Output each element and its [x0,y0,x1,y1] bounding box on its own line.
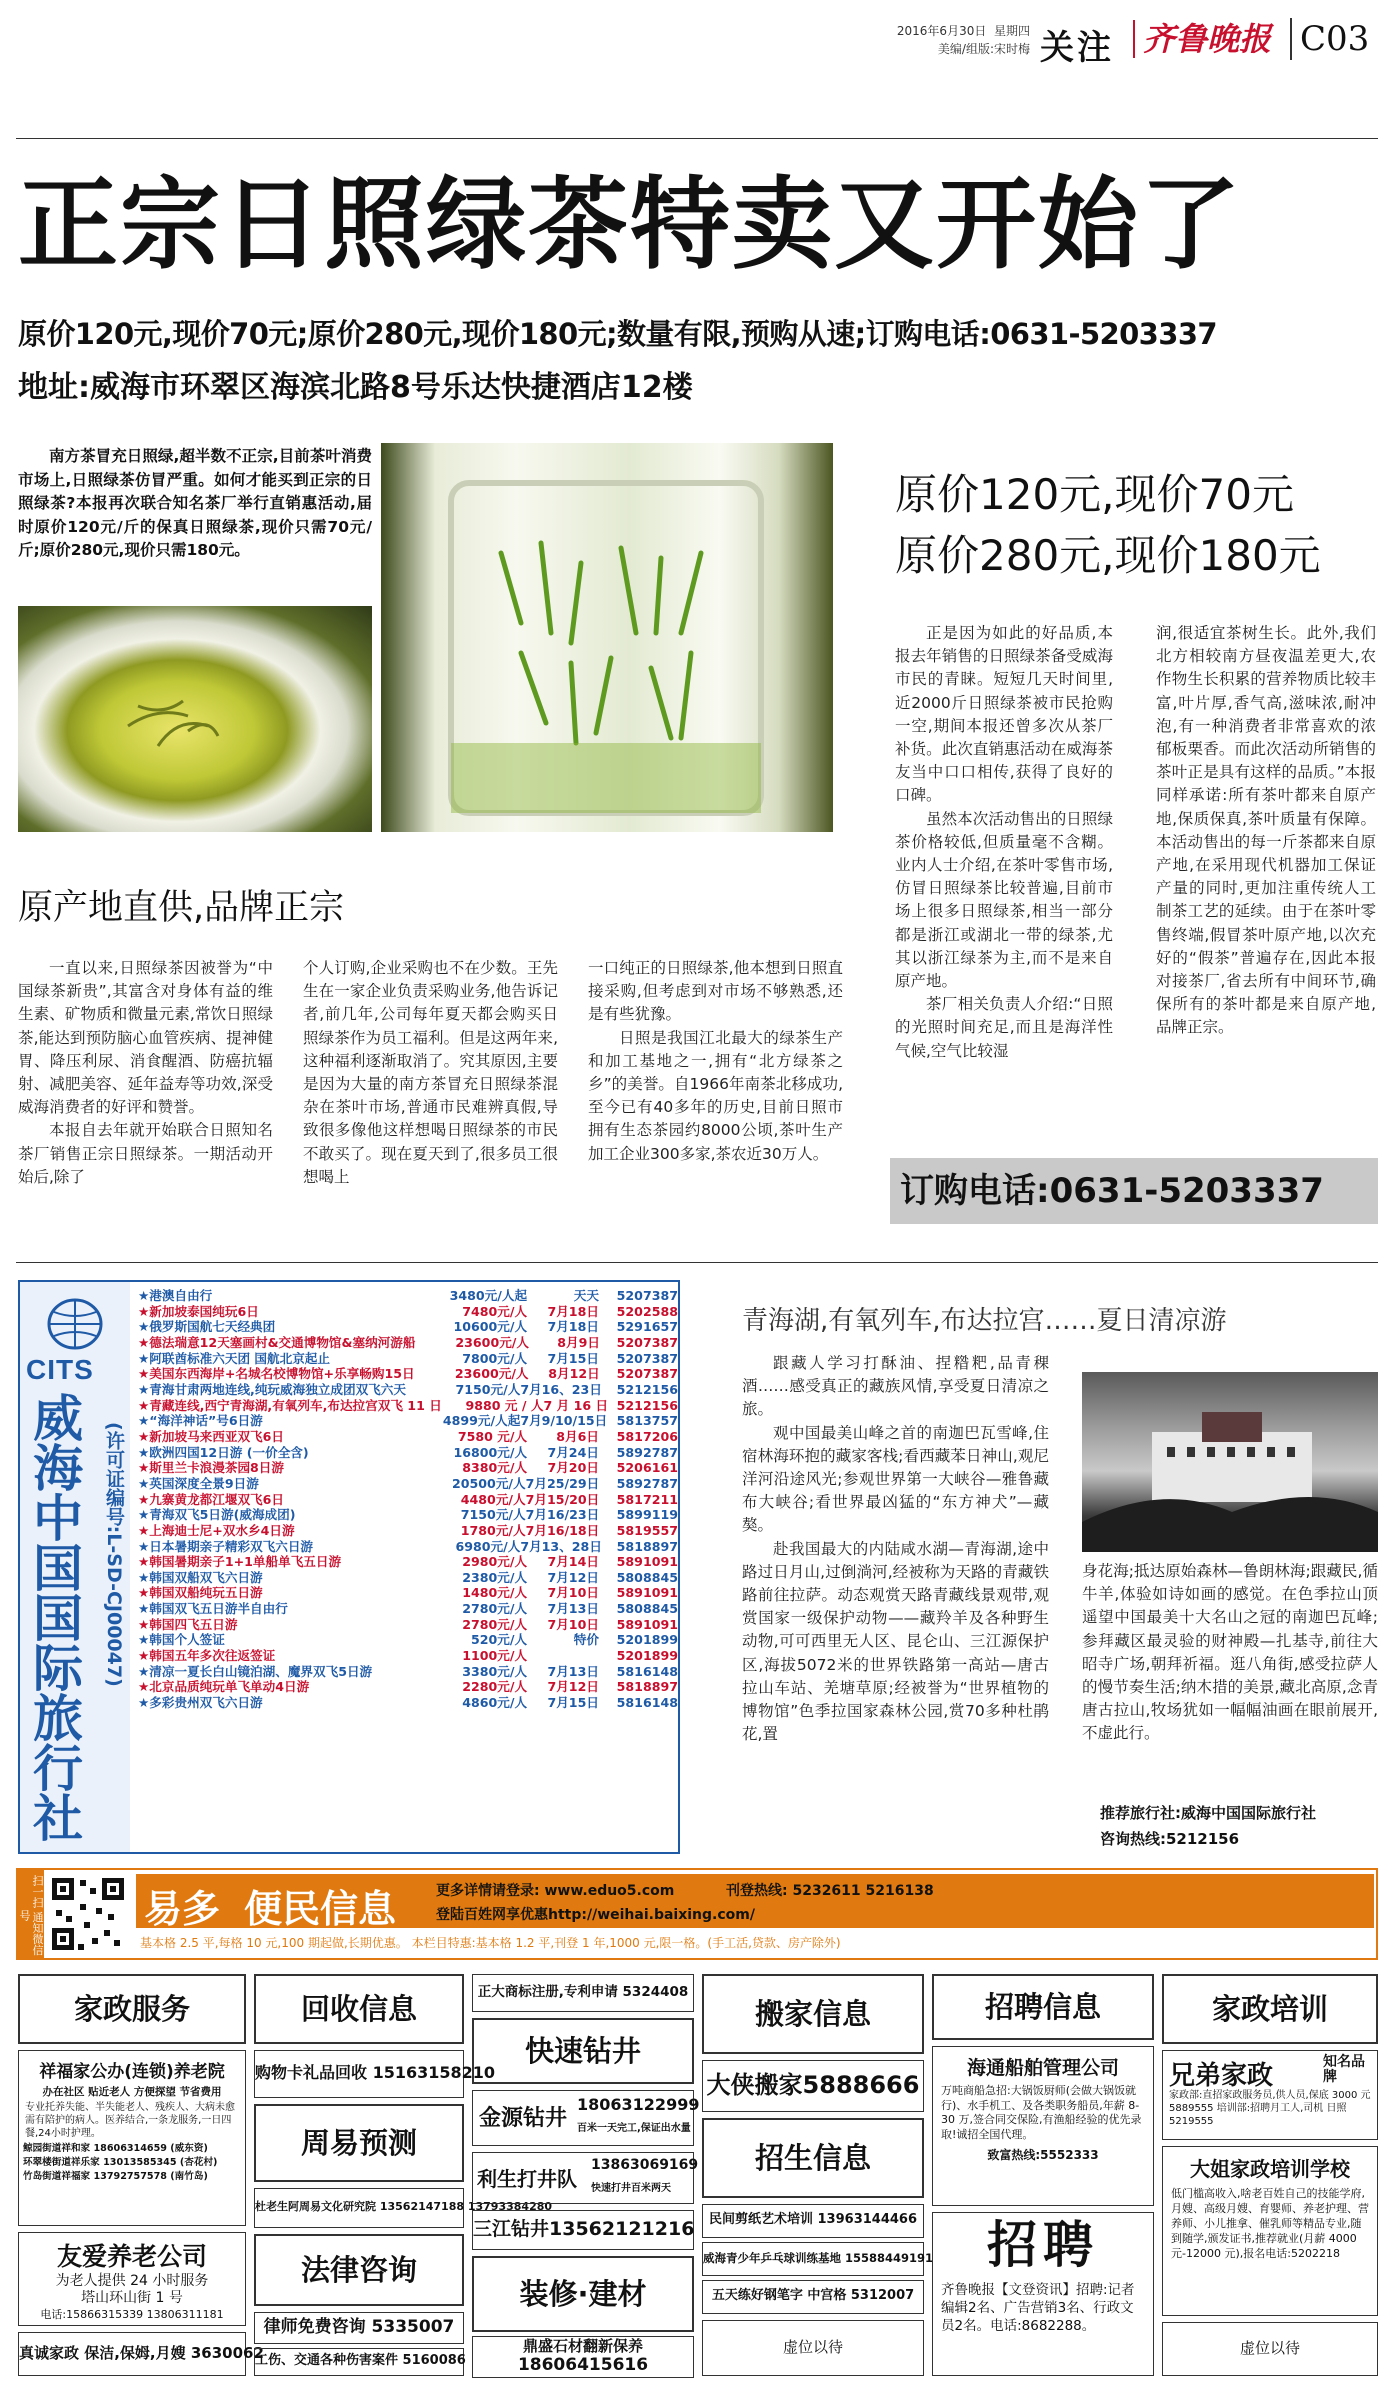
tour-name: ★日本暑期亲子精彩双飞六日游 [138,1538,314,1554]
tour-phone: 5891091 [616,1554,678,1570]
tour-date: 7月16/18日 [525,1522,600,1538]
paragraph: 虽然本次活动售出的日照绿茶价格较低,但质量毫不含糊。业内人士介绍,在茶叶零售市场,仿冒日照绿茶比较普遍,目前市场上很多日照绿茶,相当一部分都是浙江或湖北一带的绿茶,尤其以浙江绿茶为主,而不是来自原产地。 [895,809,1113,991]
tour-price: 1100元/人 [462,1648,528,1664]
tour-price: 3380元/人 [462,1663,528,1679]
ad-card-recycle[interactable]: 购物卡礼品回收 15163158210 [254,2050,464,2098]
tour-date: 7月20日 [547,1460,599,1476]
tour-date: 8月12日 [548,1366,600,1382]
tour-phone: 5201899 [616,1632,678,1648]
tour-phone: 5891091 [616,1616,678,1632]
tour-price: 23600元/人 [454,1366,529,1382]
paragraph: 个人订购,企业采购也不在少数。王先生在一家企业负责采购业务,他告诉记者,前几年,公司每年夏天都会购买日照绿茶作为员工福利。但是这两年来,这种福利逐渐取消了。究其原因,主要是因为大量的南方茶冒充日照绿茶混杂在茶叶市场,普通市民难辨真假,导致很多像他这样想喝日照绿茶的市民不敢买了。现在夏天到了,很多员工很想喝上 [303,959,558,1186]
tour-phone: 5816148 [616,1695,678,1711]
tour-phone: 5207387 [616,1334,678,1350]
tour-date: 天天 [573,1288,599,1303]
ad-title: 大姐家政培训学校 [1190,2157,1350,2181]
tour-phone: 5212156 [616,1381,679,1397]
tour-phone: 5899119 [616,1507,678,1523]
cits-license: (许可证编号:L-SD-CJ00047) [103,1422,125,1687]
branch-line: 竹岛街道祥福家 13792757578 [23,2171,167,2182]
cits-logo-text: CITS [26,1354,94,1385]
ad-vacant[interactable]: 虚位以待 [702,2320,924,2376]
qr-code-icon [48,1874,128,1954]
ad-jinyuan-drilling[interactable] [472,2090,700,2146]
tour-phone: 5818897 [616,1679,678,1695]
article-column-a [18,957,273,1189]
tour-name: ★韩国四飞五日游 [138,1616,238,1632]
ad-xiongdi-housekeeping[interactable] [1162,2050,1378,2140]
tour-row [138,1476,678,1492]
ad-daxia-moving[interactable]: 大侠搬家5888666 [702,2060,924,2112]
ad-phone: 18063122999 [577,2095,700,2114]
tour-row [138,1492,678,1508]
cits-name: 威海中国国际旅行社 [25,1392,83,1842]
ad-subtitle: 办在社区 贴近老人 方便探望 节省费用 [42,2086,222,2098]
yiduo-banner [16,1868,1378,1960]
ad-title: 祥福家公办(连锁)养老院 [39,2062,225,2082]
tour-name: ★英国深度全景9日游 [138,1475,259,1491]
divider [16,1262,1378,1263]
tour-date: 7月25/29日 [525,1475,600,1491]
yiduo-orange-bar [136,1874,1374,1931]
section-name: 关注 [1040,28,1114,68]
tour-row [138,1398,678,1414]
tour-name: ★清凉一夏长白山镜泊湖、魔界双飞5日游 [138,1663,373,1679]
ad-desc: 齐鲁晚报【文登资讯】招聘:记者编辑2名、广告营销3名、行政文员2名。电话:8682288。 [941,2282,1135,2334]
tour-row [138,1445,678,1461]
tour-phone: 5207387 [616,1366,679,1382]
tour-phone: 5291657 [616,1319,678,1335]
tea-leaves-icon [18,606,372,832]
tour-price: 4899元/人起 [442,1413,521,1429]
green-tea-leaves-icon [381,443,833,832]
tour-date: 7月15/20日 [525,1491,600,1507]
ad-trademark[interactable]: 正大商标注册,专利申请 5324408 [472,1974,694,2012]
tour-phone: 5206161 [616,1460,678,1476]
tour-phone: 5207387 [616,1350,678,1366]
tour-row [138,1351,678,1367]
order-phone-banner: 订购电话:0631-5203337 [890,1158,1378,1224]
tour-price: 10600元/人 [453,1319,528,1335]
tour-price: 3480元/人起 [449,1288,528,1303]
branch-line: 环翠楼街道祥乐家 13013585345 [23,2157,177,2168]
tour-date: 7月13、28日 [520,1538,602,1554]
ad-tag: 知名品牌 [1323,2054,1365,2085]
tour-phone: 5808845 [616,1601,678,1617]
tour-name: ★韩国双船纯玩五日游 [138,1585,263,1601]
intro-text: 南方茶冒充日照绿,超半数不正宗,目前茶叶消费市场上,日照绿茶仿冒严重。如何才能买到正宗的日照绿茶?本报再次联合知名茶厂举行直销惠活动,届时原价120元/斤的保真日照绿茶,现价只需70元/斤;原价280元,现价只需180元。 [18,447,372,559]
tour-price: 2380元/人 [462,1569,528,1585]
tour-name: ★青海双飞5日游(威海成团) [138,1507,296,1523]
tour-row [138,1507,678,1523]
paragraph: 茶厂相关负责人介绍:“日照的光照时间充足,而且是海洋性气候,空气比较湿 [895,995,1113,1060]
tour-price: 7800元/人 [462,1350,528,1366]
globe-icon [32,1294,118,1354]
tour-price: 1480元/人 [462,1585,528,1601]
ad-title: 友爱养老公司 [56,2242,207,2271]
tour-name: ★韩国双飞五日游半自由行 [138,1601,288,1617]
ad-dajie-school[interactable] [1162,2146,1378,2316]
branch-place: (南竹岛) [170,2171,208,2182]
tour-price: 4480元/人 [460,1491,526,1507]
tour-row [138,1679,678,1695]
ad-phone: 致富热线:5552333 [987,2148,1099,2162]
ad-phone: 电话:15866315339 13806311181 [40,2308,224,2321]
potala-palace-photo [1082,1372,1378,1552]
tour-price: 20500元/人 [452,1475,526,1491]
ad-calligraphy[interactable]: 五天练好钢笔字 中宫格 5312007 [702,2280,924,2314]
tour-date: 7月15日 [547,1695,599,1711]
tour-price: 6980元/人 [455,1538,521,1554]
sub-headline-address: 地址:威海市环翠区海滨北路8号乐达快捷酒店12楼 [18,370,693,405]
paragraph: 一直以来,日照绿茶因被誉为“中国绿茶新贵”,其富含对身体有益的维生素、矿物质和微量元素,常饮日照绿茶,能达到预防脑心血管疾病、提神健胃、降压利尿、消食醒酒、防癌抗辐射、减肥美容、延年益寿等功效,深受威海消费者的好评和赞誉。 [18,959,273,1117]
ad-youai-elderly[interactable] [18,2232,246,2326]
article-column-b [303,957,558,1189]
issue-date: 2016年6月30日 [896,24,987,38]
ad-desc: 百米一天完工,保证出水量 [577,2123,691,2134]
ad-table-tennis[interactable]: 威海青少年乒乓球训练基地 15588449191 [702,2242,924,2276]
tour-price: 8380元/人 [462,1460,528,1476]
tour-name: ★“海洋神话”号6日游 [138,1413,263,1429]
ad-vacant[interactable]: 虚位以待 [1162,2322,1378,2376]
branch-line: 鲸园街道祥和家 18606314659 [23,2143,167,2154]
tour-row [138,1413,678,1429]
category-recruitment: 招聘信息 [932,1974,1154,2040]
tour-price: 7580 元/人 [457,1428,528,1444]
tour-date: 8月6日 [556,1428,599,1444]
ad-paper-cutting[interactable]: 民间剪纸艺术培训 13963144466 [702,2204,924,2238]
paragraph: 赴我国最大的内陆咸水湖—青海湖,途中路过日月山,过倒淌河,经被称为天路的青藏铁路前往拉萨。动态观赏天路青藏线景观带,观赏国家一级保护动物——藏羚羊及各种野生动物,可可西里无人区、昆仑山、三江源保护区,海拔5072米的世界铁路第一高站—唐古拉山车站、羌塘草原;经被誉为“世界植物的博物馆”色季拉国家森林公园,赏70多种杜鹃花,置 [742,1539,1049,1744]
tour-date: 7月13日 [547,1663,599,1679]
tour-price: 4860元/人 [462,1695,528,1711]
paragraph: 跟藏人学习打酥油、捏糌粑,品青稞酒……感受真正的藏族风情,享受夏日清凉之旅。 [742,1354,1049,1419]
tour-price: 7150元/人 [455,1381,521,1397]
tour-row [138,1539,678,1555]
sub-headline-prices: 原价120元,现价70元;原价280元,现价180元;数量有限,预购从速;订购电话:0631-5203337 [18,317,1217,351]
tour-name: ★韩国个人签证 [138,1632,225,1648]
tour-row [138,1429,678,1445]
tour-phone: 5817211 [616,1491,678,1507]
tour-phone: 5819557 [616,1522,678,1538]
tour-row [138,1335,678,1351]
tour-name: ★德法瑞意12天塞画村&交通博物馆&塞纳河游船 [138,1334,416,1350]
tour-name: ★新加坡泰国纯玩6日 [138,1303,259,1319]
tour-date: 7月9/10/15日 [520,1413,608,1429]
ad-phone: 18606415616 [517,2355,649,2375]
tour-date: 7月13日 [547,1601,599,1617]
category-zhouyi: 周易预测 [254,2104,464,2182]
tour-phone: 5212156 [616,1397,678,1413]
yiduo-baixing: 登陆百姓网享优惠http://weihai.baixing.com/ [436,1907,755,1923]
tour-price: 23600元/人 [455,1334,529,1350]
ad-dingsheng-stone[interactable] [472,2336,694,2378]
ad-title: 鼎盛石材翻新保养 [522,2337,643,2355]
tour-name: ★韩国暑期亲子1+1单船单飞五日游 [138,1554,342,1570]
cits-brand-panel [20,1282,130,1852]
yiduo-rate-special: 本栏目特惠:基本格 1.2 平,刊登 1 年,1000 元,限一格。(手工活,贷款、房产除外) [411,1936,841,1950]
tibet-column-left [742,1352,1049,1746]
ad-title: 利生打井队 [477,2167,577,2191]
palace-icon [1082,1372,1378,1552]
tibet-column-right [1082,1560,1378,1746]
paragraph: 身花海;抵达原始森林—鲁朗林海;跟藏民,循牛羊,体验如诗如画的感觉。在色季拉山顶遥望中国最美十大名山之冠的南迦巴瓦峰;参拜藏区最灵验的财神殿—扎基寺,前往大昭寺广场,朝拜祈福。逛八角街,感受拉萨人的慢节奏生活;纳木措的美景,藏北高原,念青唐古拉山,牧场犹如一幅幅油画在眼前展开,不虚此行。 [1082,1562,1378,1743]
tour-phone: 5817206 [616,1428,678,1444]
tour-name: ★俄罗斯国航七天经典团 [138,1319,276,1335]
issue-editor: 美编/组版:宋时梅 [937,42,1030,56]
tour-date [527,1648,599,1664]
tour-phone: 5808845 [616,1569,678,1585]
tour-date: 7月10日 [547,1585,599,1601]
ad-title: 海通船舶管理公司 [966,2057,1119,2079]
paper-logo: 齐鲁晚报 [1133,20,1271,58]
category-training: 家政培训 [1162,1974,1378,2044]
tour-date: 7 月 16 日 [543,1397,609,1413]
category-moving: 搬家信息 [702,1974,924,2054]
tour-price: 9880 元 / 人 [465,1397,544,1413]
category-housekeeping: 家政服务 [18,1974,246,2044]
tour-price: 2280元/人 [462,1679,528,1695]
tour-row [138,1664,678,1680]
ad-line: 塔山环山街 1 号 [81,2290,183,2306]
paragraph: 本报自去年就开始联合日照知名茶厂销售正宗日照绿茶。一期活动开始后,除了 [18,1121,273,1186]
tour-name: ★九寨黄龙都江堰双飞6日 [138,1491,284,1507]
branch-place: (杏花村) [179,2157,218,2168]
branch-place: (威东资) [170,2143,208,2154]
tibet-hotline: 咨询热线:5212156 [1100,1830,1240,1848]
tour-date: 7月18日 [547,1319,599,1335]
paragraph: 润,很适宜茶树生长。此外,我们北方相较南方昼夜温差更大,农作物生长积累的营养物质比较丰富,叶片厚,香气高,滋味浓,耐冲泡,有一种消费者非常喜欢的浓郁板栗香。而此次活动所销售的茶叶正是具有这样的品质。”本报同样承诺:所有茶叶都来自原产地,保质保真,茶叶质量有保障。本活动售出的每一斤茶都来自原产地,在采用现代机器加工保证产量的同时,更加注重传统人工制茶工艺的延续。由于在茶叶零售终端,假冒茶叶原产地,以次充好的“假茶”普遍存在,因此本报对接茶厂,省去所有中间环节,确保所有的茶叶都是来自原产地,品牌正宗。 [1156,624,1376,1037]
ad-lawyer[interactable]: 律师免费咨询 5335007 [254,2312,464,2344]
tour-price: 7480元/人 [462,1303,528,1319]
ad-lisheng-drilling[interactable] [472,2152,699,2204]
tour-name: ★斯里兰卡浪漫茶园8日游 [138,1460,284,1476]
ad-big-title: 招聘 [987,2216,1099,2274]
tea-glass-photo [381,443,833,832]
tour-name: ★港澳自由行 [138,1288,213,1303]
tour-date: 7月16/23日 [525,1507,600,1523]
tour-row [138,1632,678,1648]
tour-row [138,1695,678,1711]
tour-name: ★欧洲四国12日游 (一价全含) [138,1444,309,1460]
tour-price: 2980元/人 [462,1554,528,1570]
ad-title: 金源钻井 [479,2106,568,2131]
tour-row [138,1382,678,1398]
category-enrollment: 招生信息 [702,2118,924,2198]
issue-weekday: 星期四 [993,24,1030,38]
ad-xiangfu-nursing[interactable] [18,2050,246,2226]
tour-list [138,1288,678,1711]
page-number: C03 [1290,18,1369,60]
ad-desc: 万吨商船急招:大锅饭厨师(会做大锅饭就行)、水手机工、及各类职务船员,年薪 8-30 万,签合同交保险,有渔船经验的优先录取!诚招全国代理。 [941,2084,1142,2141]
tour-name: ★阿联酋标准六天团 国航北京起止 [138,1350,330,1366]
tour-phone: 5816148 [616,1663,678,1679]
price-line-2: 原价280元,现价180元 [895,531,1321,580]
paragraph: 日照是我国江北最大的绿茶生产和加工基地之一,拥有“北方绿茶之乡”的美誉。自1966年南茶北移成功,至今已有40多年的历史,目前日照市拥有生态茶园约8000公顷,茶叶生产加工企业300多家,茶农近30万人。 [588,1028,843,1163]
tour-phone: 5813757 [616,1413,679,1429]
tour-price: 2780元/人 [462,1601,528,1617]
tour-row [138,1304,678,1320]
tour-phone: 5891091 [616,1585,678,1601]
tour-name: ★多彩贵州双飞六日游 [138,1695,263,1711]
tour-name: ★青海甘肃两地连线,纯玩威海独立成团双飞六天 [138,1381,406,1397]
tour-date: 7月12日 [547,1679,599,1695]
yiduo-rates [140,1934,841,1951]
category-recycling: 回收信息 [254,1974,464,2044]
tour-row [138,1601,678,1617]
tour-date: 7月15日 [547,1350,599,1366]
yiduo-title: 便民信息 [244,1887,397,1931]
tour-date: 7月10日 [547,1616,599,1632]
tour-price: 16800元/人 [453,1444,528,1460]
tour-price: 520元/人 [470,1632,528,1648]
article-column-far-right [1156,622,1376,1040]
issue-info [830,22,1030,58]
tour-phone: 5207387 [616,1288,678,1303]
yiduo-tel: 刊登热线: 5232611 5216138 [726,1883,934,1899]
tour-name: ★韩国双船双飞六日游 [138,1569,263,1585]
ad-injury-cases[interactable]: 工伤、交通各种伤害案件 5160086 [254,2348,464,2376]
tour-date: 特价 [573,1632,599,1648]
ad-haitong-shipping[interactable] [932,2046,1154,2206]
scan-label: 扫一扫 通知微信号 [18,1870,44,1958]
tour-name: ★北京品质纯玩单飞单动4日游 [138,1679,310,1695]
tour-row [138,1570,678,1586]
cits-travel-ad [18,1280,680,1854]
tour-price: 2780元/人 [462,1616,528,1632]
tour-name: ★青藏连线,西宁青海湖,有氧列车,布达拉宫双飞 11 日 [138,1397,442,1413]
header-rule [16,138,1378,139]
tour-row [138,1366,678,1382]
tour-date: 7月16、23日 [520,1381,602,1397]
ad-zhouyi-institute[interactable]: 杜老生阿周易文化研究院 13562147188 13793384280 [254,2188,464,2228]
yiduo-register: 更多详情请登录: www.eduo5.com [436,1883,675,1899]
paragraph: 观中国最美山峰之首的南迦巴瓦雪峰,住宿林海环抱的藏家客栈;看西藏苯日神山,观尼洋河沿途风光;参观世界第一大峡谷—雅鲁藏布大峡谷;看世界最凶猛的“东方神犬”—藏獒。 [742,1423,1049,1535]
category-legal: 法律咨询 [254,2234,464,2306]
tour-phone: 5202588 [616,1303,678,1319]
tour-date: 7月14日 [547,1554,599,1570]
tea-cup-photo [18,606,372,832]
tour-date: 7月12日 [547,1569,599,1585]
ad-title: 兄弟家政 [1169,2061,1274,2091]
ad-branches [19,2142,245,2184]
section-title: 原产地直供,品牌正宗 [18,888,345,928]
price-line-1: 原价120元,现价70元 [895,470,1294,519]
tour-name: ★韩国五年多次往返签证 [138,1648,276,1664]
yiduo-rate-basic: 基本格 2.5 平,每格 10 元,100 期起做,长期优惠。 [140,1936,408,1950]
tour-row [138,1617,678,1633]
yiduo-brand: 易多 [144,1887,221,1931]
tour-name: ★美国东西海岸+名城名校博物馆+乐享畅购15日 [138,1366,415,1382]
tour-name: ★新加坡马来西亚双飞6日 [138,1428,284,1444]
ad-desc: 家政部:直招家政服务员,供人员,保底 3000 元 5889555 培训部:招聘月工人,司机 日照 5219555 [1169,2090,1371,2127]
tour-phone: 5201899 [616,1648,678,1664]
ad-line: 为老人提供 24 小时服务 [55,2273,209,2289]
paragraph: 正是因为如此的好品质,本报去年销售的日照绿茶备受威海市民的青睐。短短几天时间里,近2000斤日照绿茶被市民抢购一空,期间本报还曾多次从茶厂补货。此次直销惠活动在威海茶友当中口口相传,获得了良好的口碑。 [895,624,1113,805]
tour-phone: 5818897 [616,1538,679,1554]
tour-row [138,1585,678,1601]
category-decoration: 装修·建材 [472,2256,694,2332]
ad-desc: 快速打井百米两天 [591,2183,671,2194]
headline: 正宗日照绿茶特卖又开始了 [18,166,1242,283]
article-column-c [588,957,843,1166]
tour-phone: 5892787 [616,1475,678,1491]
tour-name: ★上海迪士尼+双水乡4日游 [138,1522,295,1538]
ad-desc: 低门槛高收入,啥老百姓自己的技能学府,月嫂、高级月嫂、育婴师、养老护理、营养师、小儿推拿、催乳师等精品专业,随到随学,颁发证书,推荐就业(月薪 4000 元-12000 元),报名电话:5202218 [1171,2187,1369,2260]
tour-row [138,1523,678,1539]
category-drilling: 快速钻井 [472,2018,694,2084]
ad-zhencheng-housekeeping[interactable]: 真诚家政 保洁,保姆,月嫂 3630062 [18,2332,246,2376]
tour-date: 7月18日 [547,1303,599,1319]
article-column-right [895,622,1113,1063]
tour-row [138,1648,678,1664]
tibet-title: 青海湖,有氧列车,布达拉宫……夏日清凉游 [742,1306,1227,1336]
ad-qilu-recruit[interactable] [932,2212,1154,2376]
ad-sanjiang-drilling[interactable]: 三江钻井13562121216 [472,2210,694,2250]
tibet-agency: 推荐旅行社:威海中国国际旅行社 [1100,1804,1317,1822]
tour-date: 8月9日 [557,1334,600,1350]
tour-date: 7月24日 [547,1444,599,1460]
ad-desc: 专业托养失能、半失能老人、残疾人、大病未愈需有陪护的病人。医养结合,一条龙服务,一日四餐,24小时护理。 [25,2102,235,2139]
tour-row [138,1554,678,1570]
ad-phone: 13863069169 [591,2157,699,2173]
tour-price: 7150元/人 [460,1507,526,1523]
tour-row [138,1460,678,1476]
paragraph: 一口纯正的日照绿茶,他本想到日照直接采购,但考虑到对市场不够熟悉,还是有些犹豫。 [588,959,843,1024]
tour-price: 1780元/人 [460,1522,526,1538]
tour-phone: 5892787 [616,1444,678,1460]
tour-row [138,1319,678,1335]
tour-row [138,1288,678,1304]
